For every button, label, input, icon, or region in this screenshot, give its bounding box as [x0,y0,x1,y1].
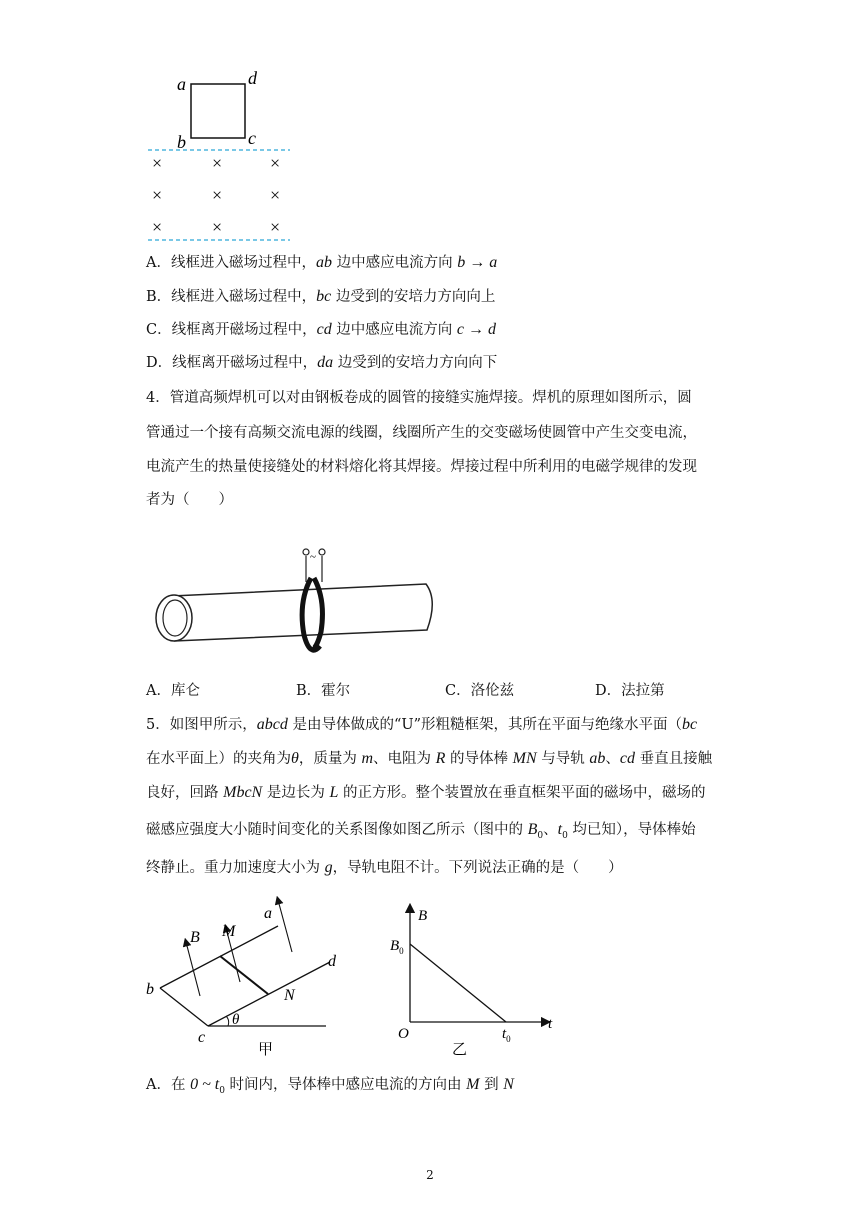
q5-line-3: 良好，回路 MbcN 是边长为 L 的正方形。整个装置放在垂直框架平面的磁场中，磁场的 [146,784,706,801]
axis-label-B: B [418,908,428,924]
field-arrow-1 [186,942,200,996]
label-theta: θ [232,1012,240,1028]
rail-ab [160,926,278,988]
square-loop [191,84,245,138]
terminal-left [303,549,309,555]
q3-option-d: D．线框离开磁场过程中，da 边受到的安培力方向向下 [146,354,498,371]
label-c: c [248,128,256,148]
label-d: d [248,68,257,88]
field-cross: × [270,153,281,173]
origin-O: O [398,1026,409,1042]
label-M: M [222,923,236,940]
q5-option-a: A．在 0 ~ $t_0$ 时间内，导体棒中感应电流的方向由 M 到 N [146,1076,514,1096]
q3-option-a: A．线框进入磁场过程中，ab 边中感应电流方向 b → a [146,254,498,271]
caption-jia: 甲 [258,1042,274,1058]
q5-line-2: 在水平面上）的夹角为θ，质量为 m、电阻为 R 的导体棒 MN 与导轨 ab、cd 垂直且接触 [146,750,713,767]
field-cross: × [270,217,281,237]
q5-line-1: 5．如图甲所示，abcd 是由导体做成的“U”形粗糙框架，其所在平面与绝缘水平面（bc [146,716,698,733]
field-cross: × [212,217,223,237]
B-t-line [410,944,506,1022]
figure-loop-and-field [140,60,300,250]
figure-yi-B-t-graph [386,900,576,1060]
field-arrow-3 [278,900,292,952]
field-cross: × [152,153,163,173]
label-c: c [198,1029,206,1046]
label-N: N [284,987,295,1004]
q4-option-b: B．霍尔 [296,683,351,699]
field-cross: × [212,153,223,173]
q4-line-3: 电流产生的热量使接缝处的材料熔化将其焊接。焊接过程中所利用的电磁学规律的发现 [146,459,697,475]
field-cross: × [270,185,281,205]
label-a: a [177,74,186,94]
coil-front [312,578,322,648]
rod-MN [220,956,268,994]
q4-line-2: 管通过一个接有高频交流电源的线圈，线圈所产生的交变磁场使圆管中产生交变电流， [146,425,697,441]
label-b: b [146,981,154,998]
q4-option-c: C．洛伦兹 [445,683,515,699]
tick-B0: $B_0$ [390,938,404,956]
q4-option-a: A．库仑 [146,683,200,699]
label-b: b [177,132,186,152]
q4-option-d: D．法拉第 [595,683,665,699]
label-d: d [328,953,336,970]
field-cross: × [152,185,163,205]
q3-option-b: B．线框进入磁场过程中，bc 边受到的安培力方向向上 [146,288,496,305]
figure-pipe-welder [150,540,440,670]
q5-line-4: 磁感应强度大小随时间变化的关系图像如图乙所示（图中的 $B_0$、$t_0$ 均已知），导体棒始 [146,821,696,841]
rail-bc [160,988,208,1026]
label-a: a [264,905,272,922]
field-cross: × [212,185,223,205]
ac-source-symbol: ~ [310,551,316,563]
page-number: 2 [426,1168,434,1182]
axis-label-t: t [548,1016,553,1032]
q4-line-1: 4．管道高频焊机可以对由钢板卷成的圆管的接缝实施焊接。焊机的原理如图所示，圆 [146,390,692,406]
figure-jia-incline-frame [140,896,340,1066]
field-cross: × [152,217,163,237]
label-B: B [190,929,200,946]
tick-t0: $t_0$ [502,1026,511,1044]
q5-line-5: 终静止。重力加速度大小为 g，导轨电阻不计。下列说法正确的是（ ） [146,859,623,876]
caption-yi: 乙 [452,1042,468,1058]
q4-line-4: 者为（ ） [146,492,233,508]
angle-arc [226,1016,229,1026]
terminal-right [319,549,325,555]
q3-option-c: C．线框离开磁场过程中，cd 边中感应电流方向 c → d [146,321,497,338]
